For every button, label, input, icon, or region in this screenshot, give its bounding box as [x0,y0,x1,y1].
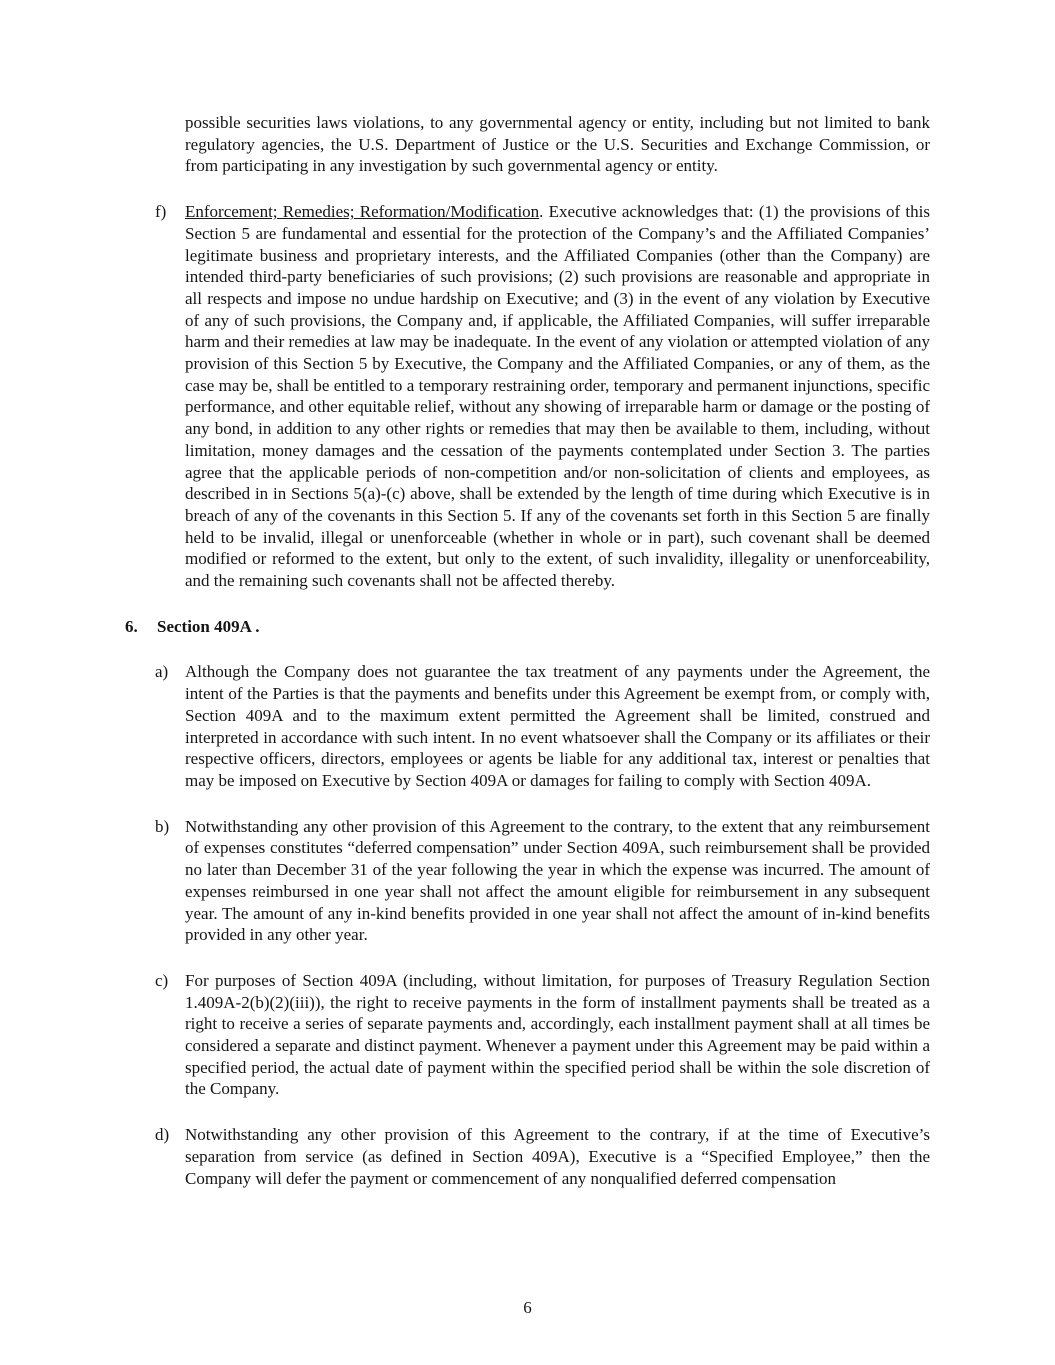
list-item-f [155,201,930,592]
list-marker-c: c) [155,970,169,990]
list-marker-d: d) [155,1125,170,1145]
continuation-paragraph: possible securities laws violations, to any governmental agency or entity, including but not limited to bank regulatory agencies, the U.S. Department of Justice or the U.S. Securities and Exchange Commission, or from participating in any investigation by such governmental agency or entity. [185,113,930,176]
item-a-text: Although the Company does not guarantee the tax treatment of any payments under the Agreement, the intent of the Parties is that the payments and benefits under this Agreement be exempt from, or comply with, Section 409A and to the maximum extent permitted the Agreement shall be limited, construed and interpreted in accordance with such intent. In no event whatsoever shall the Company or its affiliates or their respective officers, directors, employees or agents be liable for any additional tax, interest or penalties that may be imposed on Executive by Section 409A or damages for failing to comply with Section 409A. [185,662,930,790]
list-item-a [155,661,930,791]
item-d-text: Notwithstanding any other provision of this Agreement to the contrary, if at the time of Executive’s separation from service (as defined in Section 409A), Executive is a “Specified Employee,” then the Company will defer the payment or commencement of any nonqualified deferred compensation [185,1125,930,1188]
item-f-heading: Enforcement; Remedies; Reformation/Modification [185,202,540,222]
item-f-paragraph [185,201,930,592]
section-title: Section 409A . [157,616,260,636]
item-c-text: For purposes of Section 409A (including, without limitation, for purposes of Treasury Regulation Section 1.409A-2(b)(2)(iii)), the right to receive payments in the form of installment payments shall be treated as a right to receive a series of separate payments and, accordingly, each installment payment shall at all times be considered a separate and distinct payment. Whenever a payment under this Agreement may be paid within a specified period, the actual date of payment within the specified period shall be within the sole discretion of the Company. [185,970,930,1099]
page-number: 6 [523,1298,532,1318]
section-number: 6. [125,616,138,636]
list-item-d [155,1124,930,1189]
section-6-heading [125,616,930,638]
list-marker-a: a) [155,662,169,682]
list-item-c [155,970,930,1100]
list-item-b [155,816,930,946]
list-marker-f: f) [155,202,167,222]
list-marker-b: b) [155,816,170,836]
item-b-text: Notwithstanding any other provision of this Agreement to the contrary, to the extent that any reimbursement of expenses constitutes “deferred compensation” under Section 409A, such reimbursement shall be provided no later than December 31 of the year following the year in which the expense was incurred. The amount of expenses reimbursed in one year shall not affect the amount eligible for reimbursement in any subsequent year. The amount of any in-kind benefits provided in one year shall not affect the amount of in-kind benefits provided in any other year. [185,816,930,945]
item-f-body-text: . Executive acknowledges that: (1) the provisions of this Section 5 are fundamental and essential for the protection of the Company’s and the Affiliated Companies’ legitimate business and proprietary interests, and the Affiliated Companies (other than the Company) are intended third-party beneficiaries of such provisions; (2) such provisions are reasonable and appropriate in all respects and impose no undue hardship on Executive; and (3) in the event of any violation by Executive of any of such provisions, the Company and, if applicable, the Affiliated Companies, will suffer irreparable harm and their remedies at law may be inadequate. In the event of any violation or attempted violation of any provision of this Section 5 by Executive, the Company and the Affiliated Companies, or any of them, as the case may be, shall be entitled to a temporary restraining order, temporary and permanent injunctions, specific performance, and other equitable relief, without any showing of irreparable harm or damage or the posting of any bond, in addition to any other rights or remedies that may then be available to them, including, without limitation, money damages and the cessation of the payments contemplated under Section 3. The parties agree that the applicable periods of non-competition and/or non-solicitation of clients and employees, as described in in Sections 5(a)-(c) above, shall be extended by the length of time during which Executive is in breach of any of the covenants in this Section 5. If any of the covenants set forth in this Section 5 are finally held to be invalid, illegal or unenforceable (whether in whole or in part), such covenant shall be deemed modified or reformed to the extent, but only to the extent, of such invalidity, illegality or unenforceability, and the remaining such covenants shall not be affected thereby. [185,202,930,591]
